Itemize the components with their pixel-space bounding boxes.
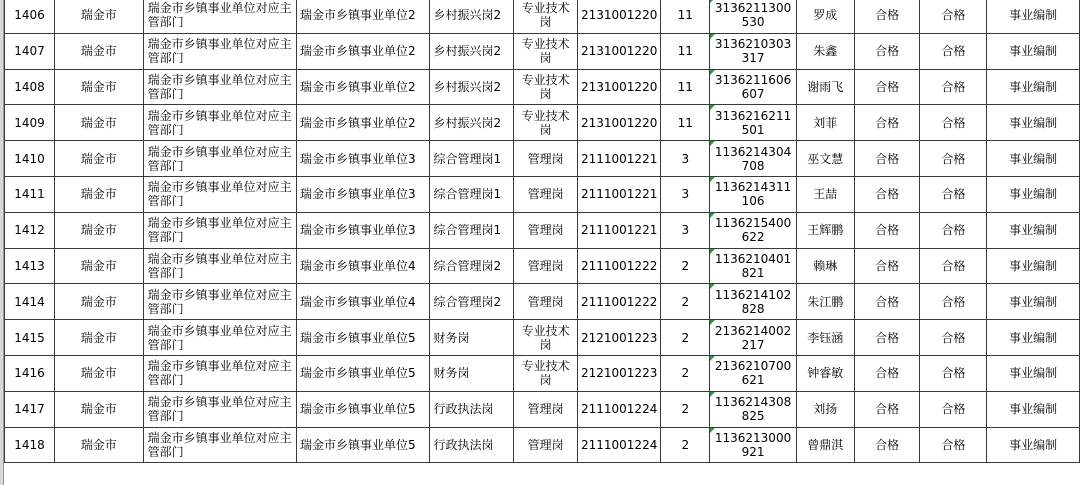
nature-cell[interactable]: 事业编制 [987, 176, 1080, 212]
nature-cell[interactable]: 事业编制 [987, 355, 1080, 391]
seq-cell[interactable]: 1408 [5, 69, 55, 105]
name-cell[interactable]: 巫文慧 [796, 141, 854, 177]
post-code-cell[interactable]: 2121001223 [577, 320, 660, 356]
post-cell[interactable]: 行政执法岗 [430, 427, 514, 463]
exam-number-cell[interactable]: 3136210303317 [710, 33, 797, 69]
post-type-cell[interactable]: 管理岗 [514, 427, 578, 463]
results-table [4, 0, 1080, 463]
seq-cell[interactable]: 1417 [5, 391, 55, 427]
exam-number-cell[interactable]: 3136211300530 [710, 0, 797, 33]
result-2-cell[interactable]: 合格 [920, 391, 987, 427]
exam-number-cell[interactable]: 1136213000921 [710, 427, 797, 463]
result-1-cell[interactable]: 合格 [854, 248, 920, 284]
name-cell[interactable]: 王喆 [796, 176, 854, 212]
post-code-cell[interactable]: 2111001224 [577, 427, 660, 463]
seq-cell[interactable]: 1412 [5, 212, 55, 248]
dept-cell[interactable]: 瑞金市乡镇事业单位对应主管部门 [143, 427, 296, 463]
name-cell[interactable]: 刘扬 [796, 391, 854, 427]
result-2-cell[interactable]: 合格 [920, 248, 987, 284]
quota-cell[interactable]: 3 [661, 176, 710, 212]
name-cell[interactable]: 钟睿敏 [796, 355, 854, 391]
exam-number-cell[interactable]: 1136214311106 [710, 176, 797, 212]
post-cell[interactable]: 财务岗 [430, 355, 514, 391]
name-cell[interactable]: 赖琳 [796, 248, 854, 284]
city-cell[interactable]: 瑞金市 [54, 176, 143, 212]
exam-number-cell[interactable]: 2136210700621 [710, 355, 797, 391]
exam-number-cell[interactable]: 2136214002217 [710, 320, 797, 356]
quota-cell[interactable]: 2 [661, 391, 710, 427]
table-row[interactable] [5, 0, 1080, 33]
unit-cell[interactable]: 瑞金市乡镇事业单位4 [297, 284, 430, 320]
dept-cell[interactable]: 瑞金市乡镇事业单位对应主管部门 [143, 284, 296, 320]
quota-cell[interactable]: 2 [661, 248, 710, 284]
seq-cell[interactable]: 1406 [5, 0, 55, 33]
name-cell[interactable]: 谢雨飞 [796, 69, 854, 105]
city-cell[interactable]: 瑞金市 [54, 69, 143, 105]
result-2-cell[interactable]: 合格 [920, 69, 987, 105]
seq-cell[interactable]: 1410 [5, 141, 55, 177]
name-cell[interactable]: 李钰涵 [796, 320, 854, 356]
dept-cell[interactable]: 瑞金市乡镇事业单位对应主管部门 [143, 141, 296, 177]
city-cell[interactable]: 瑞金市 [54, 212, 143, 248]
nature-cell[interactable]: 事业编制 [987, 105, 1080, 141]
unit-cell[interactable]: 瑞金市乡镇事业单位3 [297, 141, 430, 177]
unit-cell[interactable]: 瑞金市乡镇事业单位2 [297, 105, 430, 141]
post-type-cell[interactable]: 专业技术岗 [514, 355, 578, 391]
unit-cell[interactable]: 瑞金市乡镇事业单位5 [297, 320, 430, 356]
dept-cell[interactable]: 瑞金市乡镇事业单位对应主管部门 [143, 391, 296, 427]
unit-cell[interactable]: 瑞金市乡镇事业单位5 [297, 427, 430, 463]
result-2-cell[interactable]: 合格 [920, 212, 987, 248]
table-body [5, 0, 1080, 463]
post-code-cell[interactable]: 2111001222 [577, 248, 660, 284]
post-code-cell[interactable]: 2111001222 [577, 284, 660, 320]
dept-cell[interactable]: 瑞金市乡镇事业单位对应主管部门 [143, 320, 296, 356]
table-row[interactable] [5, 176, 1080, 212]
dept-cell[interactable]: 瑞金市乡镇事业单位对应主管部门 [143, 0, 296, 33]
nature-cell[interactable]: 事业编制 [987, 427, 1080, 463]
post-cell[interactable]: 乡村振兴岗2 [430, 69, 514, 105]
post-type-cell[interactable]: 管理岗 [514, 212, 578, 248]
seq-cell[interactable]: 1409 [5, 105, 55, 141]
seq-cell[interactable]: 1418 [5, 427, 55, 463]
exam-number-cell[interactable]: 1136214304708 [710, 141, 797, 177]
unit-cell[interactable]: 瑞金市乡镇事业单位3 [297, 212, 430, 248]
post-type-cell[interactable]: 管理岗 [514, 284, 578, 320]
city-cell[interactable]: 瑞金市 [54, 0, 143, 33]
post-code-cell[interactable]: 2111001224 [577, 391, 660, 427]
dept-cell[interactable]: 瑞金市乡镇事业单位对应主管部门 [143, 33, 296, 69]
exam-number-cell[interactable]: 3136211606607 [710, 69, 797, 105]
table-row[interactable] [5, 69, 1080, 105]
post-code-cell[interactable]: 2111001221 [577, 176, 660, 212]
seq-cell[interactable]: 1416 [5, 355, 55, 391]
post-cell[interactable]: 综合管理岗2 [430, 248, 514, 284]
post-cell[interactable]: 乡村振兴岗2 [430, 33, 514, 69]
post-code-cell[interactable]: 2131001220 [577, 69, 660, 105]
dept-cell[interactable]: 瑞金市乡镇事业单位对应主管部门 [143, 176, 296, 212]
table-row[interactable] [5, 248, 1080, 284]
result-1-cell[interactable]: 合格 [854, 105, 920, 141]
post-cell[interactable]: 综合管理岗1 [430, 176, 514, 212]
name-cell[interactable]: 朱江鹏 [796, 284, 854, 320]
nature-cell[interactable]: 事业编制 [987, 212, 1080, 248]
post-code-cell[interactable]: 2111001221 [577, 212, 660, 248]
quota-cell[interactable]: 11 [661, 105, 710, 141]
quota-cell[interactable]: 2 [661, 320, 710, 356]
result-1-cell[interactable]: 合格 [854, 427, 920, 463]
exam-number-cell[interactable]: 1136210401821 [710, 248, 797, 284]
table-row[interactable] [5, 33, 1080, 69]
unit-cell[interactable]: 瑞金市乡镇事业单位2 [297, 69, 430, 105]
table-row[interactable] [5, 391, 1080, 427]
post-type-cell[interactable]: 管理岗 [514, 141, 578, 177]
result-2-cell[interactable]: 合格 [920, 141, 987, 177]
seq-cell[interactable]: 1414 [5, 284, 55, 320]
seq-cell[interactable]: 1413 [5, 248, 55, 284]
quota-cell[interactable]: 3 [661, 212, 710, 248]
quota-cell[interactable]: 3 [661, 141, 710, 177]
result-1-cell[interactable]: 合格 [854, 33, 920, 69]
unit-cell[interactable]: 瑞金市乡镇事业单位2 [297, 0, 430, 33]
name-cell[interactable]: 刘菲 [796, 105, 854, 141]
city-cell[interactable]: 瑞金市 [54, 320, 143, 356]
post-cell[interactable]: 乡村振兴岗2 [430, 105, 514, 141]
city-cell[interactable]: 瑞金市 [54, 105, 143, 141]
post-code-cell[interactable]: 2131001220 [577, 105, 660, 141]
nature-cell[interactable]: 事业编制 [987, 320, 1080, 356]
post-type-cell[interactable]: 专业技术岗 [514, 0, 578, 33]
city-cell[interactable]: 瑞金市 [54, 427, 143, 463]
result-2-cell[interactable]: 合格 [920, 284, 987, 320]
name-cell[interactable]: 朱鑫 [796, 33, 854, 69]
result-2-cell[interactable]: 合格 [920, 105, 987, 141]
nature-cell[interactable]: 事业编制 [987, 141, 1080, 177]
post-cell[interactable]: 综合管理岗1 [430, 141, 514, 177]
result-1-cell[interactable]: 合格 [854, 355, 920, 391]
unit-cell[interactable]: 瑞金市乡镇事业单位4 [297, 248, 430, 284]
table-row[interactable] [5, 105, 1080, 141]
quota-cell[interactable]: 2 [661, 427, 710, 463]
result-1-cell[interactable]: 合格 [854, 69, 920, 105]
post-code-cell[interactable]: 2121001223 [577, 355, 660, 391]
nature-cell[interactable]: 事业编制 [987, 69, 1080, 105]
table-row[interactable] [5, 141, 1080, 177]
result-2-cell[interactable]: 合格 [920, 427, 987, 463]
name-cell[interactable]: 王辉鹏 [796, 212, 854, 248]
post-code-cell[interactable]: 2111001221 [577, 141, 660, 177]
table-row[interactable] [5, 320, 1080, 356]
post-type-cell[interactable]: 专业技术岗 [514, 69, 578, 105]
city-cell[interactable]: 瑞金市 [54, 248, 143, 284]
seq-cell[interactable]: 1407 [5, 33, 55, 69]
dept-cell[interactable]: 瑞金市乡镇事业单位对应主管部门 [143, 248, 296, 284]
exam-number-cell[interactable]: 1136214102828 [710, 284, 797, 320]
table-row[interactable] [5, 284, 1080, 320]
nature-cell[interactable]: 事业编制 [987, 33, 1080, 69]
nature-cell[interactable]: 事业编制 [987, 284, 1080, 320]
exam-number-cell[interactable]: 3136216211501 [710, 105, 797, 141]
post-code-cell[interactable]: 2131001220 [577, 0, 660, 33]
post-cell[interactable]: 综合管理岗1 [430, 212, 514, 248]
result-1-cell[interactable]: 合格 [854, 141, 920, 177]
result-1-cell[interactable]: 合格 [854, 176, 920, 212]
city-cell[interactable]: 瑞金市 [54, 391, 143, 427]
post-type-cell[interactable]: 管理岗 [514, 391, 578, 427]
dept-cell[interactable]: 瑞金市乡镇事业单位对应主管部门 [143, 355, 296, 391]
dept-cell[interactable]: 瑞金市乡镇事业单位对应主管部门 [143, 105, 296, 141]
result-2-cell[interactable]: 合格 [920, 355, 987, 391]
result-2-cell[interactable]: 合格 [920, 320, 987, 356]
post-type-cell[interactable]: 专业技术岗 [514, 105, 578, 141]
city-cell[interactable]: 瑞金市 [54, 33, 143, 69]
city-cell[interactable]: 瑞金市 [54, 355, 143, 391]
result-1-cell[interactable]: 合格 [854, 391, 920, 427]
result-2-cell[interactable]: 合格 [920, 0, 987, 33]
quota-cell[interactable]: 2 [661, 355, 710, 391]
exam-number-cell[interactable]: 1136214308825 [710, 391, 797, 427]
post-type-cell[interactable]: 专业技术岗 [514, 33, 578, 69]
city-cell[interactable]: 瑞金市 [54, 141, 143, 177]
result-2-cell[interactable]: 合格 [920, 176, 987, 212]
seq-cell[interactable]: 1411 [5, 176, 55, 212]
quota-cell[interactable]: 11 [661, 0, 710, 33]
nature-cell[interactable]: 事业编制 [987, 248, 1080, 284]
dept-cell[interactable]: 瑞金市乡镇事业单位对应主管部门 [143, 212, 296, 248]
post-cell[interactable]: 乡村振兴岗2 [430, 0, 514, 33]
quota-cell[interactable]: 11 [661, 69, 710, 105]
nature-cell[interactable]: 事业编制 [987, 0, 1080, 33]
post-code-cell[interactable]: 2131001220 [577, 33, 660, 69]
result-1-cell[interactable]: 合格 [854, 320, 920, 356]
post-type-cell[interactable]: 管理岗 [514, 248, 578, 284]
table-row[interactable] [5, 355, 1080, 391]
unit-cell[interactable]: 瑞金市乡镇事业单位2 [297, 33, 430, 69]
name-cell[interactable]: 罗成 [796, 0, 854, 33]
unit-cell[interactable]: 瑞金市乡镇事业单位5 [297, 355, 430, 391]
result-2-cell[interactable]: 合格 [920, 33, 987, 69]
result-1-cell[interactable]: 合格 [854, 0, 920, 33]
post-cell[interactable]: 财务岗 [430, 320, 514, 356]
seq-cell[interactable]: 1415 [5, 320, 55, 356]
name-cell[interactable]: 曾鼎淇 [796, 427, 854, 463]
unit-cell[interactable]: 瑞金市乡镇事业单位5 [297, 391, 430, 427]
city-cell[interactable]: 瑞金市 [54, 284, 143, 320]
nature-cell[interactable]: 事业编制 [987, 391, 1080, 427]
quota-cell[interactable]: 11 [661, 33, 710, 69]
result-1-cell[interactable]: 合格 [854, 284, 920, 320]
exam-number-cell[interactable]: 1136215400622 [710, 212, 797, 248]
quota-cell[interactable]: 2 [661, 284, 710, 320]
post-type-cell[interactable]: 管理岗 [514, 176, 578, 212]
dept-cell[interactable]: 瑞金市乡镇事业单位对应主管部门 [143, 69, 296, 105]
table-row[interactable] [5, 427, 1080, 463]
table-row[interactable] [5, 212, 1080, 248]
result-1-cell[interactable]: 合格 [854, 212, 920, 248]
unit-cell[interactable]: 瑞金市乡镇事业单位3 [297, 176, 430, 212]
post-cell[interactable]: 行政执法岗 [430, 391, 514, 427]
post-type-cell[interactable]: 专业技术岗 [514, 320, 578, 356]
post-cell[interactable]: 综合管理岗2 [430, 284, 514, 320]
